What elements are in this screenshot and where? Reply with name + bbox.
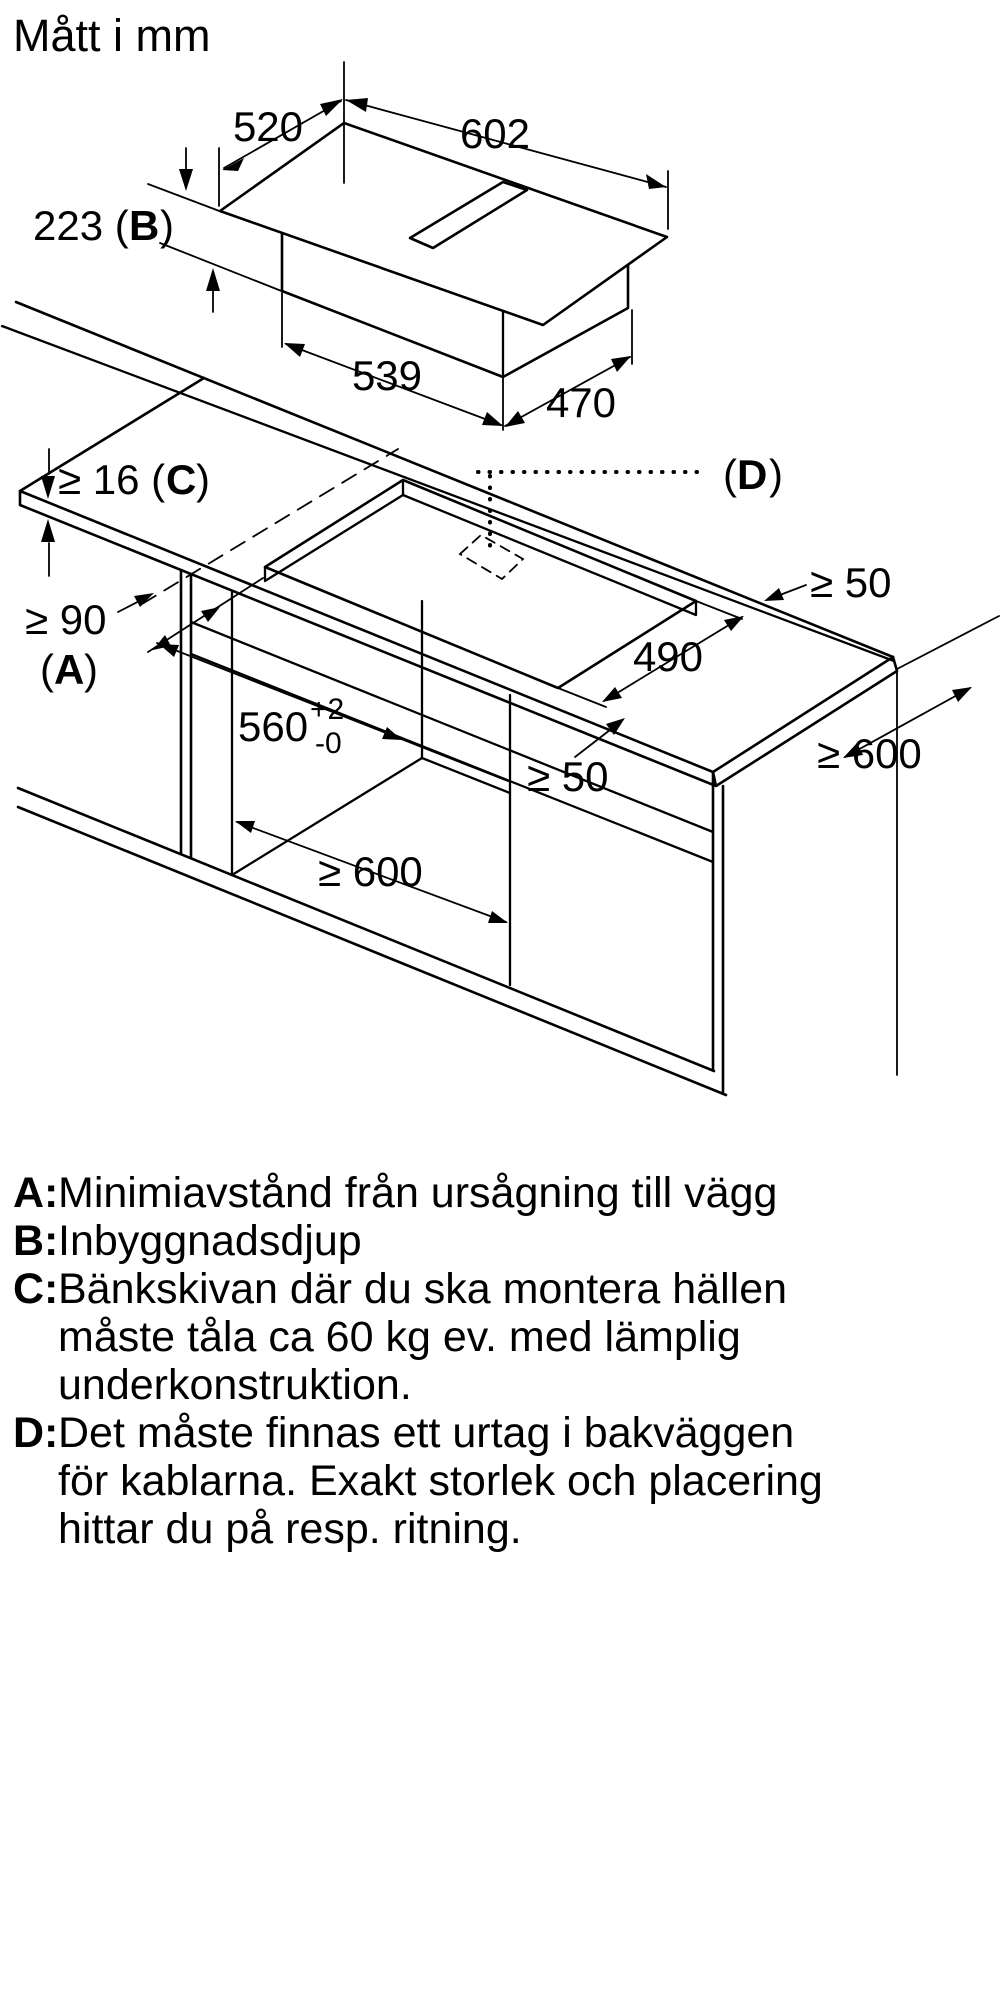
legend-line: Minimiavstånd från ursågning till vägg: [58, 1169, 778, 1217]
dim-539: [282, 293, 503, 430]
legend-line: för kablarna. Exakt storlek och placering: [58, 1457, 823, 1505]
cabinet-plinth: [18, 788, 726, 1095]
dim-16-label-close: ): [196, 456, 210, 503]
dim-16-label: ≥ 16 (: [58, 456, 166, 503]
dim-50-rear: [764, 559, 891, 606]
dim-490: [558, 601, 744, 707]
worktop-installation-view: [2, 302, 999, 1095]
cable-recess-dashed-outline: [460, 535, 523, 579]
hob-top-surface: [220, 123, 667, 325]
dim-470: [505, 310, 632, 427]
legend-key-d: D:: [13, 1409, 59, 1457]
legend: [13, 1169, 823, 1553]
legend-item-d: [13, 1409, 823, 1553]
legend-line: Inbyggnadsdjup: [58, 1217, 362, 1265]
dim-602-label: 602: [459, 110, 531, 157]
legend-line: hittar du på resp. ritning.: [58, 1505, 522, 1553]
hob-isometric-view: [33, 62, 668, 430]
label-A-close: ): [84, 646, 98, 693]
dim-600-depth-label: ≥ 600: [817, 730, 922, 777]
dim-223-B: [33, 148, 284, 312]
label-A-open: (: [40, 646, 54, 693]
dim-50-side-label: ≥ 50: [527, 753, 609, 800]
dim-600-width: [235, 821, 508, 923]
dim-50-rear-label: ≥ 50: [810, 559, 892, 606]
label-A-key: A: [54, 646, 85, 693]
legend-key-b: B:: [13, 1217, 59, 1265]
dim-602: [346, 98, 668, 229]
worktop-slab: [20, 378, 897, 786]
dim-470-label: 470: [545, 379, 617, 426]
cabinet-right-panel: [713, 772, 723, 1092]
dim-600-depth: [817, 616, 999, 1075]
hob-casing: [282, 233, 628, 377]
legend-line: underkonstruktion.: [58, 1361, 412, 1409]
legend-key-a: A:: [13, 1169, 59, 1217]
dim-490-label: 490: [632, 633, 704, 680]
dim-223-label-close: ): [160, 202, 174, 249]
label-D-close: ): [769, 451, 783, 498]
legend-key-c: C:: [13, 1265, 59, 1313]
dim-539-label: 539: [351, 352, 423, 399]
legend-line: måste tåla ca 60 kg ev. med lämplig: [58, 1313, 741, 1361]
label-D-key: D: [737, 451, 768, 498]
legend-line: Det måste finnas ett urtag i bakväggen: [58, 1409, 795, 1457]
page-title: Mått i mm: [13, 10, 211, 61]
legend-item-b: [13, 1217, 823, 1265]
label-D-open: (: [723, 451, 737, 498]
dim-520-label: 520: [232, 103, 304, 150]
dim-223-key-B: B: [129, 202, 160, 249]
hob-vent-slot: [410, 182, 527, 248]
dim-560-label: 560: [238, 703, 309, 750]
dim-16-key-C: C: [166, 456, 197, 503]
dim-90-label: ≥ 90: [25, 596, 107, 643]
legend-item-c: [13, 1265, 823, 1409]
dim-560-tol-minus: -0: [315, 727, 342, 760]
legend-item-a: [13, 1169, 823, 1217]
worktop-cutout: [265, 480, 696, 688]
dim-600-width-label: ≥ 600: [318, 848, 423, 895]
dim-520: [219, 62, 344, 206]
legend-line: Bänkskivan där du ska montera hällen: [58, 1265, 788, 1313]
dim-223-label: 223 (: [33, 202, 129, 249]
cabinet-left-panel: [181, 570, 191, 858]
dim-560: [157, 643, 508, 781]
dim-560-tol-plus: +2: [310, 693, 345, 726]
